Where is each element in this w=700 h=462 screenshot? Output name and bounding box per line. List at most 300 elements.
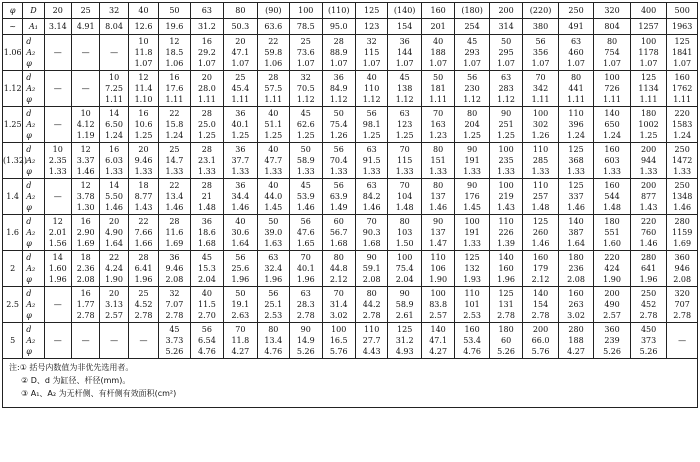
rod-diameter-value: 90 bbox=[366, 253, 377, 262]
rod-side-area-value: 2.35 bbox=[48, 156, 67, 165]
rod-diameter-value: 80 bbox=[467, 109, 478, 118]
area-ratio-value: 1.07 bbox=[673, 59, 692, 68]
rod-side-area-value: 16.5 bbox=[329, 336, 348, 345]
empty-dash: — bbox=[53, 120, 62, 129]
area-ratio-value: 4.43 bbox=[362, 347, 381, 356]
rod-diameter-value: 63 bbox=[300, 289, 311, 298]
area-ratio-value: 1.39 bbox=[497, 239, 515, 248]
rod-side-area-value: 1762 bbox=[671, 84, 693, 93]
value-cell bbox=[523, 215, 559, 251]
value-cell bbox=[558, 71, 594, 107]
rod-side-area-value: 230 bbox=[464, 84, 480, 93]
area-ratio-value: 3.02 bbox=[329, 311, 348, 320]
rod-diameter-value: 28 bbox=[201, 145, 212, 154]
rod-side-area-value: 47.1 bbox=[429, 336, 448, 345]
rod-diameter-value: 45 bbox=[300, 181, 311, 190]
area-ratio-value: 1.26 bbox=[531, 131, 550, 140]
rod-diameter-value: 125 bbox=[498, 289, 514, 298]
value-cell bbox=[100, 35, 128, 71]
rod-side-area-value: 191 bbox=[464, 228, 480, 237]
rod-diameter-value: 160 bbox=[532, 253, 549, 262]
value-cell bbox=[44, 215, 71, 251]
area-ratio-value: 1.64 bbox=[105, 239, 123, 248]
rod-diameter-value: 63 bbox=[500, 73, 512, 82]
rod-diameter-value: 56 bbox=[235, 253, 246, 262]
area-ratio-value: 1.11 bbox=[264, 95, 283, 104]
rod-diameter-value: 70 bbox=[235, 325, 246, 334]
area-a1-cell: 50.3 bbox=[224, 19, 257, 35]
diameter-header-cell: 250 bbox=[558, 3, 594, 19]
area-ratio-value: 2.04 bbox=[197, 275, 216, 284]
area-ratio-value: 1.68 bbox=[362, 239, 381, 248]
symbol-label-cell bbox=[23, 107, 44, 143]
value-cell bbox=[667, 71, 698, 107]
rod-side-area-value: 28.3 bbox=[296, 300, 315, 309]
area-ratio-value: 1.25 bbox=[296, 131, 315, 140]
value-cell bbox=[388, 287, 421, 323]
diameter-header-cell: (90) bbox=[257, 3, 289, 19]
value-cell bbox=[159, 251, 190, 287]
value-cell bbox=[523, 179, 559, 215]
area-ratio-value: 5.26 bbox=[639, 347, 658, 356]
rod-diameter-value: 70 bbox=[333, 289, 344, 298]
rod-side-area-value: 5.50 bbox=[105, 192, 123, 201]
area-ratio-value: 1.90 bbox=[603, 275, 621, 284]
value-cell bbox=[667, 215, 698, 251]
symbol-label-cell bbox=[23, 287, 44, 323]
rod-diameter-value: 180 bbox=[568, 253, 584, 262]
area-ratio-value: 1.60 bbox=[603, 239, 621, 248]
area-ratio-value: 1.33 bbox=[531, 167, 550, 176]
value-cell bbox=[667, 107, 698, 143]
rod-diameter-value: 36 bbox=[399, 37, 410, 46]
value-cell bbox=[322, 35, 355, 71]
symbol-label: A₂ bbox=[26, 228, 36, 237]
rod-diameter-value: 125 bbox=[532, 217, 549, 226]
area-ratio-value: 1.23 bbox=[429, 131, 448, 140]
rod-side-area-value: 57.5 bbox=[264, 84, 283, 93]
rod-diameter-value: 90 bbox=[300, 325, 311, 334]
rod-diameter-value: 160 bbox=[464, 325, 480, 334]
rod-side-area-value: 387 bbox=[568, 228, 584, 237]
rod-side-area-value: 293 bbox=[464, 48, 480, 57]
rod-side-area-value: 83.8 bbox=[429, 300, 448, 309]
rod-side-area-value: 4.90 bbox=[105, 228, 123, 237]
area-ratio-value: 1.96 bbox=[264, 275, 283, 284]
area-ratio-value: 1.69 bbox=[673, 239, 692, 248]
rod-side-area-value: 3.78 bbox=[76, 192, 95, 201]
rod-side-area-value: 373 bbox=[640, 336, 657, 345]
rod-side-area-value: 137 bbox=[430, 228, 446, 237]
rod-diameter-value: 28 bbox=[169, 217, 180, 226]
rod-side-area-value: 13.4 bbox=[165, 192, 184, 201]
rod-diameter-value: 14 bbox=[52, 253, 63, 262]
rod-side-area-value: 7.66 bbox=[134, 228, 153, 237]
value-cell bbox=[667, 287, 698, 323]
value-cell bbox=[159, 179, 190, 215]
rod-side-area-value: 25.6 bbox=[231, 264, 250, 273]
rod-diameter-value: 110 bbox=[532, 145, 549, 154]
area-ratio-value: 5.26 bbox=[296, 347, 315, 356]
value-cell bbox=[489, 71, 522, 107]
value-cell bbox=[44, 323, 71, 359]
value-cell bbox=[388, 35, 421, 71]
symbol-label: A₂ bbox=[26, 156, 36, 165]
value-cell bbox=[128, 287, 158, 323]
rod-diameter-value: 40 bbox=[268, 181, 279, 190]
rod-diameter-value: 22 bbox=[268, 37, 279, 46]
rod-side-area-value: 44.2 bbox=[362, 300, 381, 309]
diameter-header-cell: 125 bbox=[355, 3, 387, 19]
area-ratio-value: 1.07 bbox=[231, 59, 250, 68]
area-ratio-value: 1.69 bbox=[165, 239, 184, 248]
rod-side-area-value: 11.8 bbox=[231, 336, 250, 345]
rod-diameter-value: 40 bbox=[366, 73, 377, 82]
value-cell bbox=[71, 35, 99, 71]
rod-side-area-value: 285 bbox=[532, 156, 549, 165]
rod-side-area-value: 66.0 bbox=[531, 336, 550, 345]
rod-side-area-value: 3.13 bbox=[105, 300, 123, 309]
area-ratio-value: 1.69 bbox=[76, 239, 95, 248]
value-cell bbox=[128, 251, 158, 287]
rod-diameter-value: 56 bbox=[300, 217, 311, 226]
rod-diameter-value: 22 bbox=[138, 217, 149, 226]
rod-diameter-value: 12 bbox=[138, 73, 149, 82]
rod-side-area-value: 63.9 bbox=[329, 192, 348, 201]
empty-dash: — bbox=[110, 336, 119, 345]
rod-side-area-value: 337 bbox=[568, 192, 584, 201]
value-cell bbox=[190, 179, 223, 215]
rod-side-area-value: 106 bbox=[430, 264, 446, 273]
rod-side-area-value: 25.1 bbox=[264, 300, 283, 309]
area-ratio-value: 1.66 bbox=[134, 239, 153, 248]
value-cell bbox=[630, 323, 667, 359]
rod-diameter-value: 200 bbox=[532, 325, 549, 334]
rod-side-area-value: 1134 bbox=[638, 84, 659, 93]
area-ratio-value: 1.33 bbox=[603, 167, 621, 176]
rod-side-area-value: 342 bbox=[532, 84, 549, 93]
area-ratio-value: 1.65 bbox=[296, 239, 315, 248]
area-ratio-value: 1.46 bbox=[429, 203, 448, 212]
value-cell bbox=[322, 251, 355, 287]
rod-side-area-value: 181 bbox=[430, 84, 446, 93]
rod-side-area-value: 53.9 bbox=[296, 192, 315, 201]
rod-side-area-value: 115 bbox=[397, 156, 413, 165]
area-a1-cell: 63.6 bbox=[257, 19, 289, 35]
phi-value-cell: 5 bbox=[3, 323, 23, 359]
rod-diameter-value: 50 bbox=[300, 145, 311, 154]
rod-side-area-value: 6.54 bbox=[197, 336, 216, 345]
rod-side-area-value: 73.6 bbox=[296, 48, 315, 57]
rod-diameter-value: 180 bbox=[640, 109, 657, 118]
rod-side-area-value: 356 bbox=[532, 48, 549, 57]
rod-diameter-value: 70 bbox=[535, 73, 546, 82]
rod-side-area-value: 2.36 bbox=[76, 264, 95, 273]
value-cell bbox=[44, 107, 71, 143]
area-ratio-value: 2.70 bbox=[197, 311, 216, 320]
area-ratio-value: 4.76 bbox=[197, 347, 216, 356]
rod-side-area-value: 263 bbox=[568, 300, 584, 309]
rod-diameter-value: 28 bbox=[138, 253, 149, 262]
rod-diameter-value: 450 bbox=[640, 325, 657, 334]
symbol-label: φ bbox=[26, 347, 32, 356]
area-ratio-value: 2.78 bbox=[165, 311, 184, 320]
value-cell bbox=[489, 35, 522, 71]
rod-diameter-value: 70 bbox=[300, 253, 311, 262]
value-cell bbox=[290, 71, 322, 107]
area-ratio-value: 1.11 bbox=[197, 95, 216, 104]
area-ratio-value: 4.27 bbox=[231, 347, 250, 356]
value-cell bbox=[224, 323, 257, 359]
area-ratio-value: 1.64 bbox=[231, 239, 250, 248]
rod-diameter-value: 110 bbox=[498, 217, 514, 226]
rod-side-area-value: 17.6 bbox=[165, 84, 184, 93]
symbol-label: φ bbox=[26, 59, 32, 68]
rod-diameter-value: 250 bbox=[640, 289, 657, 298]
ratio-block-row bbox=[3, 179, 698, 215]
value-cell bbox=[388, 251, 421, 287]
area-ratio-value: 1.64 bbox=[567, 239, 585, 248]
value-cell bbox=[44, 143, 71, 179]
area-ratio-value: 1.90 bbox=[105, 275, 123, 284]
area-a1-cell: 19.6 bbox=[159, 19, 190, 35]
value-cell bbox=[455, 107, 489, 143]
value-cell bbox=[421, 251, 454, 287]
d-header: D bbox=[23, 3, 44, 19]
area-ratio-value: 1.12 bbox=[497, 95, 515, 104]
rod-diameter-value: 90 bbox=[467, 181, 478, 190]
area-ratio-value: 2.57 bbox=[105, 311, 123, 320]
rod-diameter-value: 90 bbox=[500, 109, 512, 118]
value-cell bbox=[558, 323, 594, 359]
rod-diameter-value: 70 bbox=[366, 217, 377, 226]
area-ratio-value: 1.07 bbox=[134, 59, 153, 68]
value-cell bbox=[128, 179, 158, 215]
value-cell bbox=[159, 215, 190, 251]
area-a1-cell: 154 bbox=[388, 19, 421, 35]
symbol-label-cell bbox=[23, 323, 44, 359]
area-ratio-value: 1.11 bbox=[603, 95, 621, 104]
value-cell bbox=[224, 215, 257, 251]
rod-diameter-value: 25 bbox=[300, 37, 311, 46]
area-ratio-value: 2.78 bbox=[76, 311, 95, 320]
area-a1-cell: 8.04 bbox=[100, 19, 128, 35]
rod-side-area-value: 123 bbox=[397, 120, 413, 129]
value-cell bbox=[594, 251, 631, 287]
rod-side-area-value: 75.4 bbox=[395, 264, 414, 273]
area-ratio-value: 1.33 bbox=[567, 167, 585, 176]
area-ratio-value: 1.12 bbox=[395, 95, 414, 104]
symbol-label: A₂ bbox=[26, 300, 36, 309]
value-cell bbox=[128, 323, 158, 359]
value-cell bbox=[71, 107, 99, 143]
value-cell bbox=[44, 35, 71, 71]
rod-diameter-value: 100 bbox=[498, 181, 514, 190]
value-cell bbox=[630, 107, 667, 143]
area-ratio-value: 1.07 bbox=[395, 59, 414, 68]
area-a1-cell: 4.91 bbox=[71, 19, 99, 35]
value-cell bbox=[594, 107, 631, 143]
rod-side-area-value: 946 bbox=[674, 264, 690, 273]
value-cell bbox=[224, 143, 257, 179]
rod-side-area-value: 132 bbox=[464, 264, 480, 273]
rod-side-area-value: 4.52 bbox=[134, 300, 153, 309]
value-cell bbox=[100, 251, 128, 287]
area-ratio-value: 2.61 bbox=[395, 311, 414, 320]
rod-side-area-value: 260 bbox=[532, 228, 549, 237]
value-cell bbox=[128, 35, 158, 71]
rod-side-area-value: 295 bbox=[498, 48, 514, 57]
rod-diameter-value: 100 bbox=[331, 325, 347, 334]
area-ratio-value: 5.26 bbox=[603, 347, 621, 356]
area-ratio-value: 1.63 bbox=[264, 239, 283, 248]
symbol-label-cell bbox=[23, 71, 44, 107]
value-cell bbox=[630, 215, 667, 251]
rod-side-area-value: 144 bbox=[397, 48, 413, 57]
rod-diameter-value: 80 bbox=[399, 217, 410, 226]
value-cell bbox=[355, 287, 387, 323]
rod-side-area-value: 59.1 bbox=[362, 264, 381, 273]
area-ratio-value: 2.78 bbox=[296, 311, 315, 320]
symbol-label: A₂ bbox=[26, 84, 36, 93]
area-ratio-value: 2.08 bbox=[165, 275, 184, 284]
area-a1-cell: 1963 bbox=[667, 19, 698, 35]
value-cell bbox=[100, 215, 128, 251]
rod-side-area-value: 1472 bbox=[671, 156, 693, 165]
area-ratio-table-wrapper bbox=[2, 2, 698, 408]
value-cell bbox=[558, 287, 594, 323]
rod-diameter-value: 100 bbox=[430, 289, 446, 298]
area-ratio-value: 1.25 bbox=[134, 131, 153, 140]
rod-side-area-value: 62.6 bbox=[296, 120, 315, 129]
value-cell bbox=[489, 323, 522, 359]
value-cell bbox=[594, 143, 631, 179]
rod-diameter-value: 360 bbox=[674, 253, 690, 262]
rod-side-area-value: 21 bbox=[201, 192, 212, 201]
ratio-block-row bbox=[3, 323, 698, 359]
area-ratio-value: 1.33 bbox=[48, 167, 67, 176]
area-ratio-value: 1.93 bbox=[463, 275, 481, 284]
rod-side-area-value: 236 bbox=[568, 264, 584, 273]
rod-side-area-value: 103 bbox=[397, 228, 413, 237]
rod-side-area-value: 441 bbox=[568, 84, 584, 93]
rod-diameter-value: 200 bbox=[604, 289, 620, 298]
value-cell bbox=[489, 143, 522, 179]
area-ratio-value: 1.96 bbox=[497, 275, 515, 284]
rod-side-area-value: 58.9 bbox=[296, 156, 315, 165]
area-ratio-value: 2.63 bbox=[231, 311, 250, 320]
symbol-label: d bbox=[26, 109, 32, 118]
rod-diameter-value: 16 bbox=[138, 109, 149, 118]
rod-side-area-value: 19.1 bbox=[231, 300, 250, 309]
value-cell bbox=[455, 287, 489, 323]
value-cell bbox=[489, 287, 522, 323]
rod-side-area-value: 88.9 bbox=[329, 48, 348, 57]
diameter-header-cell: (110) bbox=[322, 3, 355, 19]
rod-side-area-value: 8.77 bbox=[134, 192, 153, 201]
rod-diameter-value: 45 bbox=[169, 325, 180, 334]
value-cell bbox=[322, 215, 355, 251]
diameter-header-cell: (140) bbox=[388, 3, 421, 19]
rod-side-area-value: 44.8 bbox=[329, 264, 348, 273]
value-cell bbox=[71, 251, 99, 287]
area-ratio-value: 1.50 bbox=[395, 239, 414, 248]
value-cell bbox=[630, 287, 667, 323]
area-ratio-value: 1.07 bbox=[463, 59, 481, 68]
area-ratio-value: 1.46 bbox=[531, 239, 550, 248]
area-ratio-value: 1.25 bbox=[197, 131, 216, 140]
rod-side-area-value: 44.0 bbox=[264, 192, 283, 201]
rod-diameter-value: 32 bbox=[169, 289, 180, 298]
rod-diameter-value: 28 bbox=[333, 37, 344, 46]
area-ratio-value: 2.78 bbox=[134, 311, 153, 320]
rod-diameter-value: 50 bbox=[433, 73, 444, 82]
area-ratio-value: 1.24 bbox=[105, 131, 123, 140]
area-ratio-value: 1.46 bbox=[639, 239, 658, 248]
rod-diameter-value: 125 bbox=[640, 73, 657, 82]
area-ratio-value: 1.33 bbox=[197, 167, 216, 176]
rod-side-area-value: 7.07 bbox=[165, 300, 184, 309]
area-ratio-value: 1.48 bbox=[395, 203, 414, 212]
phi-header: φ bbox=[3, 3, 23, 19]
rod-diameter-value: 80 bbox=[333, 253, 344, 262]
rod-diameter-value: 110 bbox=[464, 289, 480, 298]
rod-side-area-value: 1002 bbox=[638, 120, 659, 129]
value-cell bbox=[523, 287, 559, 323]
rod-diameter-value: 20 bbox=[235, 37, 246, 46]
value-cell bbox=[224, 179, 257, 215]
rod-side-area-value: 1583 bbox=[671, 120, 693, 129]
symbol-label-cell bbox=[23, 251, 44, 287]
rod-diameter-value: 110 bbox=[430, 253, 446, 262]
value-cell bbox=[224, 251, 257, 287]
area-ratio-value: 1.25 bbox=[463, 131, 481, 140]
area-a1-cell: 3.14 bbox=[44, 19, 71, 35]
area-ratio-value: 1.25 bbox=[395, 131, 414, 140]
value-cell bbox=[594, 35, 631, 71]
rod-diameter-value: 50 bbox=[268, 217, 279, 226]
value-cell bbox=[190, 107, 223, 143]
area-ratio-value: 4.27 bbox=[567, 347, 585, 356]
value-cell bbox=[421, 107, 454, 143]
area-ratio-value: 1.07 bbox=[567, 59, 585, 68]
rod-diameter-value: 63 bbox=[268, 253, 279, 262]
rod-diameter-value: 14 bbox=[108, 181, 120, 190]
rod-side-area-value: 14.7 bbox=[165, 156, 184, 165]
area-ratio-value: 4.93 bbox=[395, 347, 414, 356]
value-cell bbox=[257, 35, 289, 71]
rod-diameter-value: 63 bbox=[366, 145, 377, 154]
rod-diameter-value: 10 bbox=[138, 37, 149, 46]
rod-diameter-value: 28 bbox=[201, 181, 212, 190]
area-ratio-value: 2.78 bbox=[639, 311, 658, 320]
rod-diameter-value: 80 bbox=[433, 181, 444, 190]
area-ratio-value: 1.12 bbox=[329, 95, 348, 104]
area-ratio-value: 2.08 bbox=[76, 275, 95, 284]
rod-side-area-value: 396 bbox=[568, 120, 584, 129]
rod-side-area-value: 2.90 bbox=[76, 228, 95, 237]
area-ratio-value: 1.46 bbox=[231, 203, 250, 212]
rod-side-area-value: 3.37 bbox=[76, 156, 95, 165]
rod-side-area-value: 283 bbox=[498, 84, 514, 93]
rod-diameter-value: 50 bbox=[235, 289, 246, 298]
area-ratio-value: 1.07 bbox=[429, 59, 448, 68]
value-cell bbox=[594, 71, 631, 107]
rod-side-area-value: 15.8 bbox=[165, 120, 184, 129]
rod-diameter-value: 90 bbox=[433, 217, 444, 226]
area-ratio-value: 1.47 bbox=[429, 239, 448, 248]
value-cell bbox=[523, 107, 559, 143]
